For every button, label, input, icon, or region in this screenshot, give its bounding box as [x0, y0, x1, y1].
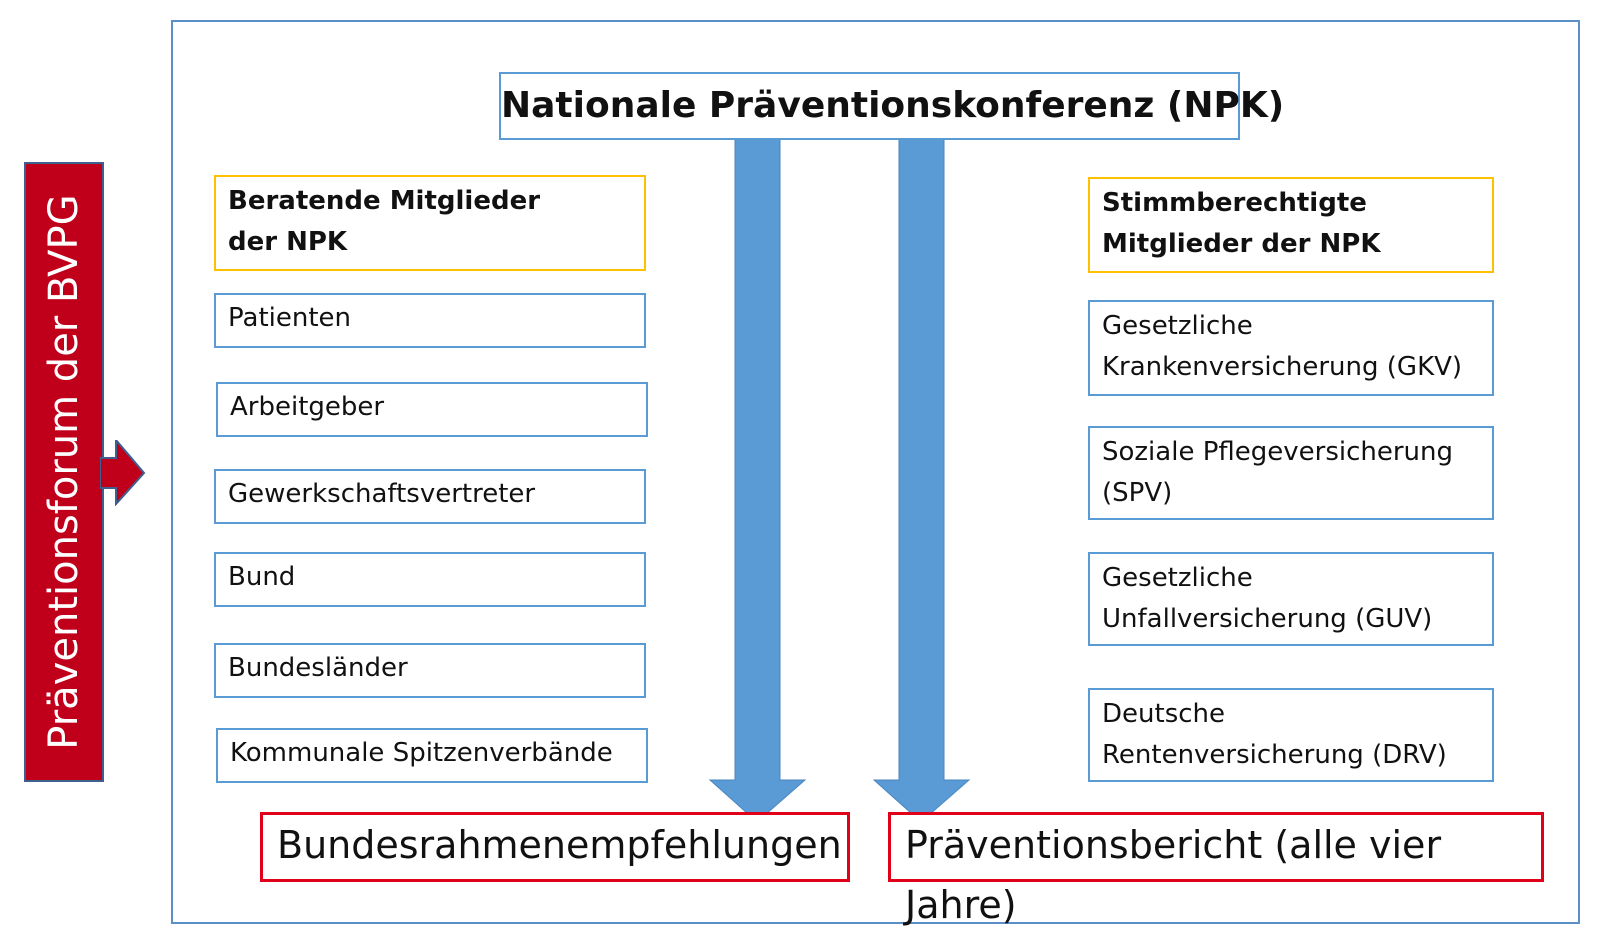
voting-member-guv-line1: Gesetzliche: [1102, 563, 1253, 593]
voting-member-spv-line2: (SPV): [1102, 478, 1173, 508]
voting-member-gkv-line1: Gesetzliche: [1102, 311, 1253, 341]
advisory-member-arbeitgeber: Arbeitgeber: [216, 382, 648, 437]
voting-member-gkv: [1088, 300, 1494, 396]
advisory-member-patienten: Patienten: [214, 293, 646, 348]
voting-member-drv-line2: Rentenversicherung (DRV): [1102, 740, 1447, 770]
arrow-to-bundesrahmen: [710, 138, 805, 822]
advisory-header-line2: der NPK: [228, 227, 348, 257]
advisory-member-bund: Bund: [214, 552, 646, 607]
voting-member-gkv-line2: Krankenversicherung (GKV): [1102, 352, 1463, 382]
advisory-member-bundeslaender: Bundesländer: [214, 643, 646, 698]
advisory-member-gewerkschaft: Gewerkschaftsvertreter: [214, 469, 646, 524]
arrow-to-praeventionsbericht: [874, 138, 969, 822]
voting-member-spv-line1: Soziale Pflegeversicherung: [1102, 437, 1454, 467]
advisory-members-header: [214, 175, 646, 271]
voting-header-line1: Stimmberechtigte: [1102, 188, 1367, 218]
npk-title: Nationale Präventionskonferenz (NPK): [499, 72, 1240, 140]
voting-member-spv: [1088, 426, 1494, 520]
voting-member-drv-line1: Deutsche: [1102, 699, 1226, 729]
sidebar-label: Präventionsforum der BVPG: [41, 194, 87, 750]
output-bundesrahmenempfehlungen: Bundesrahmenempfehlungen: [260, 812, 850, 882]
voting-header-line2: Mitglieder der NPK: [1102, 229, 1381, 259]
voting-member-guv-line2: Unfallversicherung (GUV): [1102, 604, 1433, 634]
output-praeventionsbericht: Präventionsbericht (alle vier Jahre): [888, 812, 1544, 882]
voting-member-drv: [1088, 688, 1494, 782]
voting-members-header: [1088, 177, 1494, 273]
advisory-header-line1: Beratende Mitglieder: [228, 186, 541, 216]
voting-member-guv: [1088, 552, 1494, 646]
advisory-member-kommunale: Kommunale Spitzenverbände: [216, 728, 648, 783]
